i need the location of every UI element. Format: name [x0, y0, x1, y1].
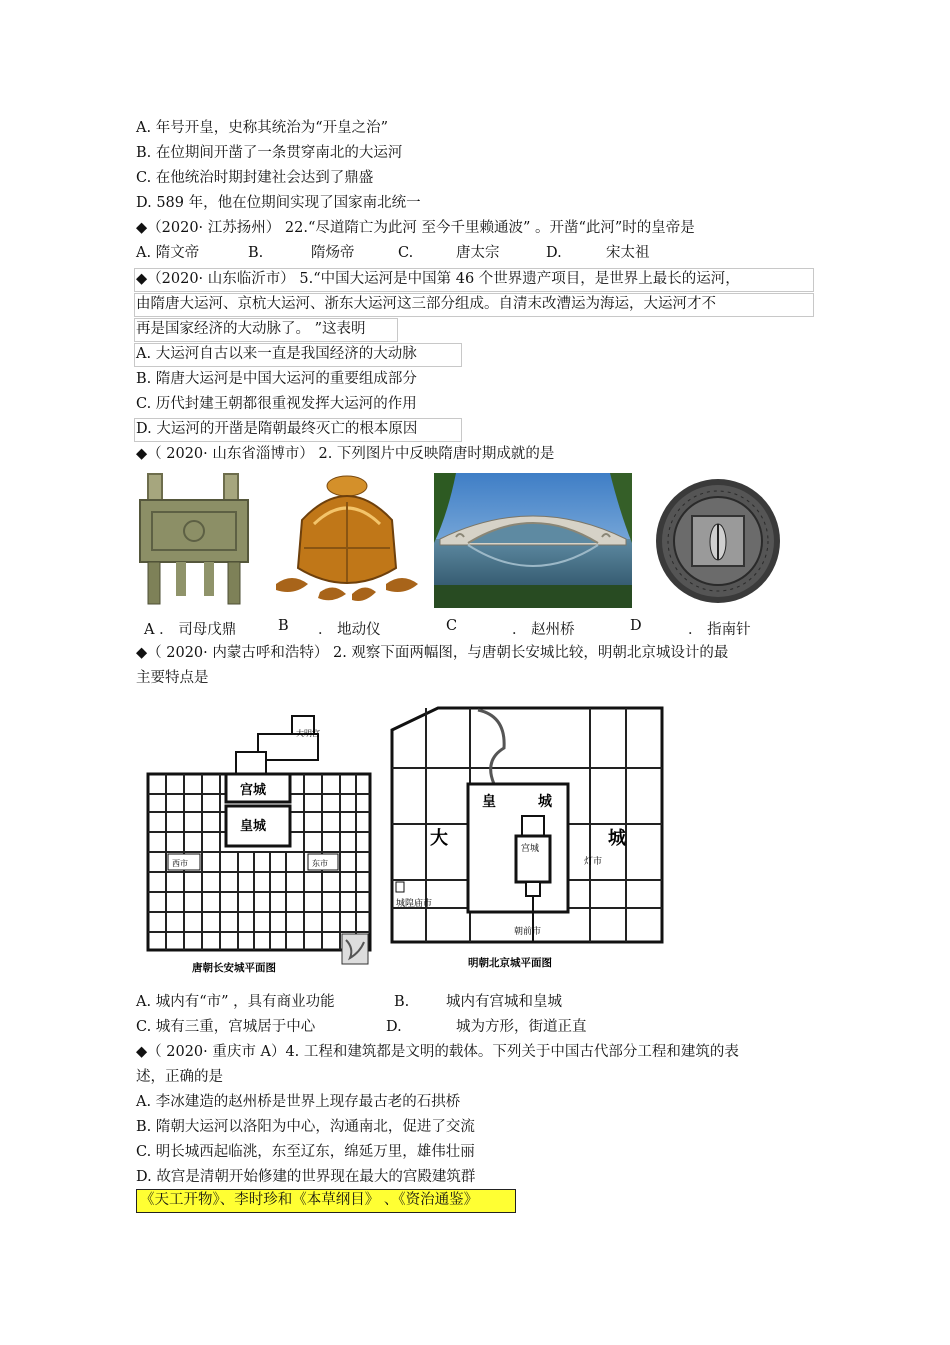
q2-option-b: B. 隋唐大运河是中国大运河的重要组成部分: [136, 371, 417, 387]
map1-xishi-label: 西市: [172, 859, 188, 868]
tang-changan-map: [136, 712, 376, 980]
map1-gongcheng-label: 宫城: [240, 783, 267, 798]
q3-stem: ◆（ 2020· 山东省淄博市） 2. 下列图片中反映隋唐时期成就的是: [136, 446, 555, 462]
q3-option-c-text: ． 赵州桥: [512, 622, 575, 638]
q3-option-b-letter: B: [278, 618, 289, 634]
q5-stem-1: ◆（ 2020· 重庆市 A）4. 工程和建筑都是文明的载体。下列关于中国古代部分工程和建筑的表: [136, 1044, 739, 1060]
map2-cheng2-label: 城: [608, 828, 626, 849]
map2-chaoqianshi-label: 朝前市: [514, 927, 542, 937]
map2-gongcheng-label: 宫城: [521, 844, 540, 854]
q4-option-b-text: 城内有宫城和皇城: [446, 994, 562, 1010]
highlight-text: 《天工开物》、李时珍和《本草纲目》 、《资治通鉴》: [140, 1192, 479, 1208]
q1-option-c-text: 唐太宗: [456, 245, 500, 261]
q4-option-b-letter: B.: [394, 994, 410, 1010]
ming-beijing-map: [386, 704, 670, 976]
q2-option-c: C. 历代封建王朝都很重视发挥大运河的作用: [136, 396, 417, 412]
q4-option-a: A. 城内有“市” ，具有商业功能: [136, 994, 335, 1010]
q1-option-d-text: 宋太祖: [606, 245, 650, 261]
q4-option-c: C. 城有三重，宫城居于中心: [136, 1019, 316, 1035]
q5-option-a: A. 李冰建造的赵州桥是世界上现存最古老的石拱桥: [136, 1094, 461, 1110]
prev-option-a: A. 年号开皇，史称其统治为“开皇之治”: [136, 120, 389, 136]
q3-option-d-text: ． 指南针: [688, 622, 751, 638]
zhaozhou-bridge-image: [434, 473, 632, 608]
q1-option-b-text: 隋炀帝: [311, 245, 355, 261]
prev-option-c: C. 在他统治时期封建社会达到了鼎盛: [136, 170, 374, 186]
compass-image: [654, 476, 782, 606]
q3-option-c-letter: C: [446, 618, 458, 634]
q4-stem-1: ◆（ 2020· 内蒙古呼和浩特） 2. 观察下面两幅图，与唐朝长安城比较，明朝北京城设计的最: [136, 645, 729, 661]
map1-huangcheng-label: 皇城: [240, 819, 267, 834]
q2-option-a: A. 大运河自古以来一直是我国经济的大动脉: [136, 346, 417, 362]
q2-stem-2: 由隋唐大运河、京杭大运河、浙东大运河这三部分组成。自清末改漕运为海运，大运河才不: [136, 296, 716, 312]
q3-option-d-letter: D: [630, 618, 642, 634]
map1-dongshi-label: 东市: [312, 859, 328, 868]
q1-stem: ◆（2020· 江苏扬州） 22.“尽道隋亡为此河 至今千里赖通波” 。开凿“此河”时的皇帝是: [136, 220, 695, 236]
prev-option-d: D. 589 年，他在位期间实现了国家南北统一: [136, 195, 421, 211]
q2-stem-1: ◆（2020· 山东临沂市） 5.“中国大运河是中国第 46 个世界遗产项目，是世界上最长的运河，: [136, 271, 740, 287]
map1-daminggong-label: 大明宫: [296, 729, 320, 738]
seismoscope-image: [274, 472, 420, 608]
map2-dengshi-label: 灯市: [584, 857, 603, 867]
q4-stem-2: 主要特点是: [136, 670, 209, 686]
q4-option-d-text: 城为方形，街道正直: [456, 1019, 587, 1035]
simuwu-ding-image: [136, 472, 254, 608]
q5-option-c: C. 明长城西起临洮，东至辽东，绵延万里，雄伟壮丽: [136, 1144, 475, 1160]
q5-option-b: B. 隋朝大运河以洛阳为中心，沟通南北，促进了交流: [136, 1119, 475, 1135]
map2-huang-label: 皇: [482, 794, 496, 810]
map2-caption: 明朝北京城平面图: [468, 957, 552, 969]
map2-chenghuangmiaoshi-label: 城隍庙市: [396, 899, 433, 909]
q1-option-c-letter: C.: [398, 245, 414, 261]
q1-option-b-letter: B.: [248, 245, 264, 261]
q2-stem-3: 再是国家经济的大动脉了。 ”这表明: [136, 321, 366, 337]
q3-option-a: A ． 司母戊鼎: [144, 622, 237, 638]
q3-option-b-text: ． 地动仪: [318, 622, 381, 638]
map1-caption: 唐朝长安城平面图: [192, 962, 276, 974]
q5-option-d: D. 故宫是清朝开始修建的世界现在最大的宫殿建筑群: [136, 1169, 476, 1185]
prev-option-b: B. 在位期间开凿了一条贯穿南北的大运河: [136, 145, 403, 161]
q2-option-d: D. 大运河的开凿是隋朝最终灭亡的根本原因: [136, 421, 418, 437]
q1-option-a: A. 隋文帝: [136, 245, 200, 261]
q5-stem-2: 述，正确的是: [136, 1069, 223, 1085]
map2-da-label: 大: [430, 828, 448, 849]
map2-cheng-label: 城: [538, 794, 552, 810]
q4-option-d-letter: D.: [386, 1019, 402, 1035]
q1-option-d-letter: D.: [546, 245, 562, 261]
